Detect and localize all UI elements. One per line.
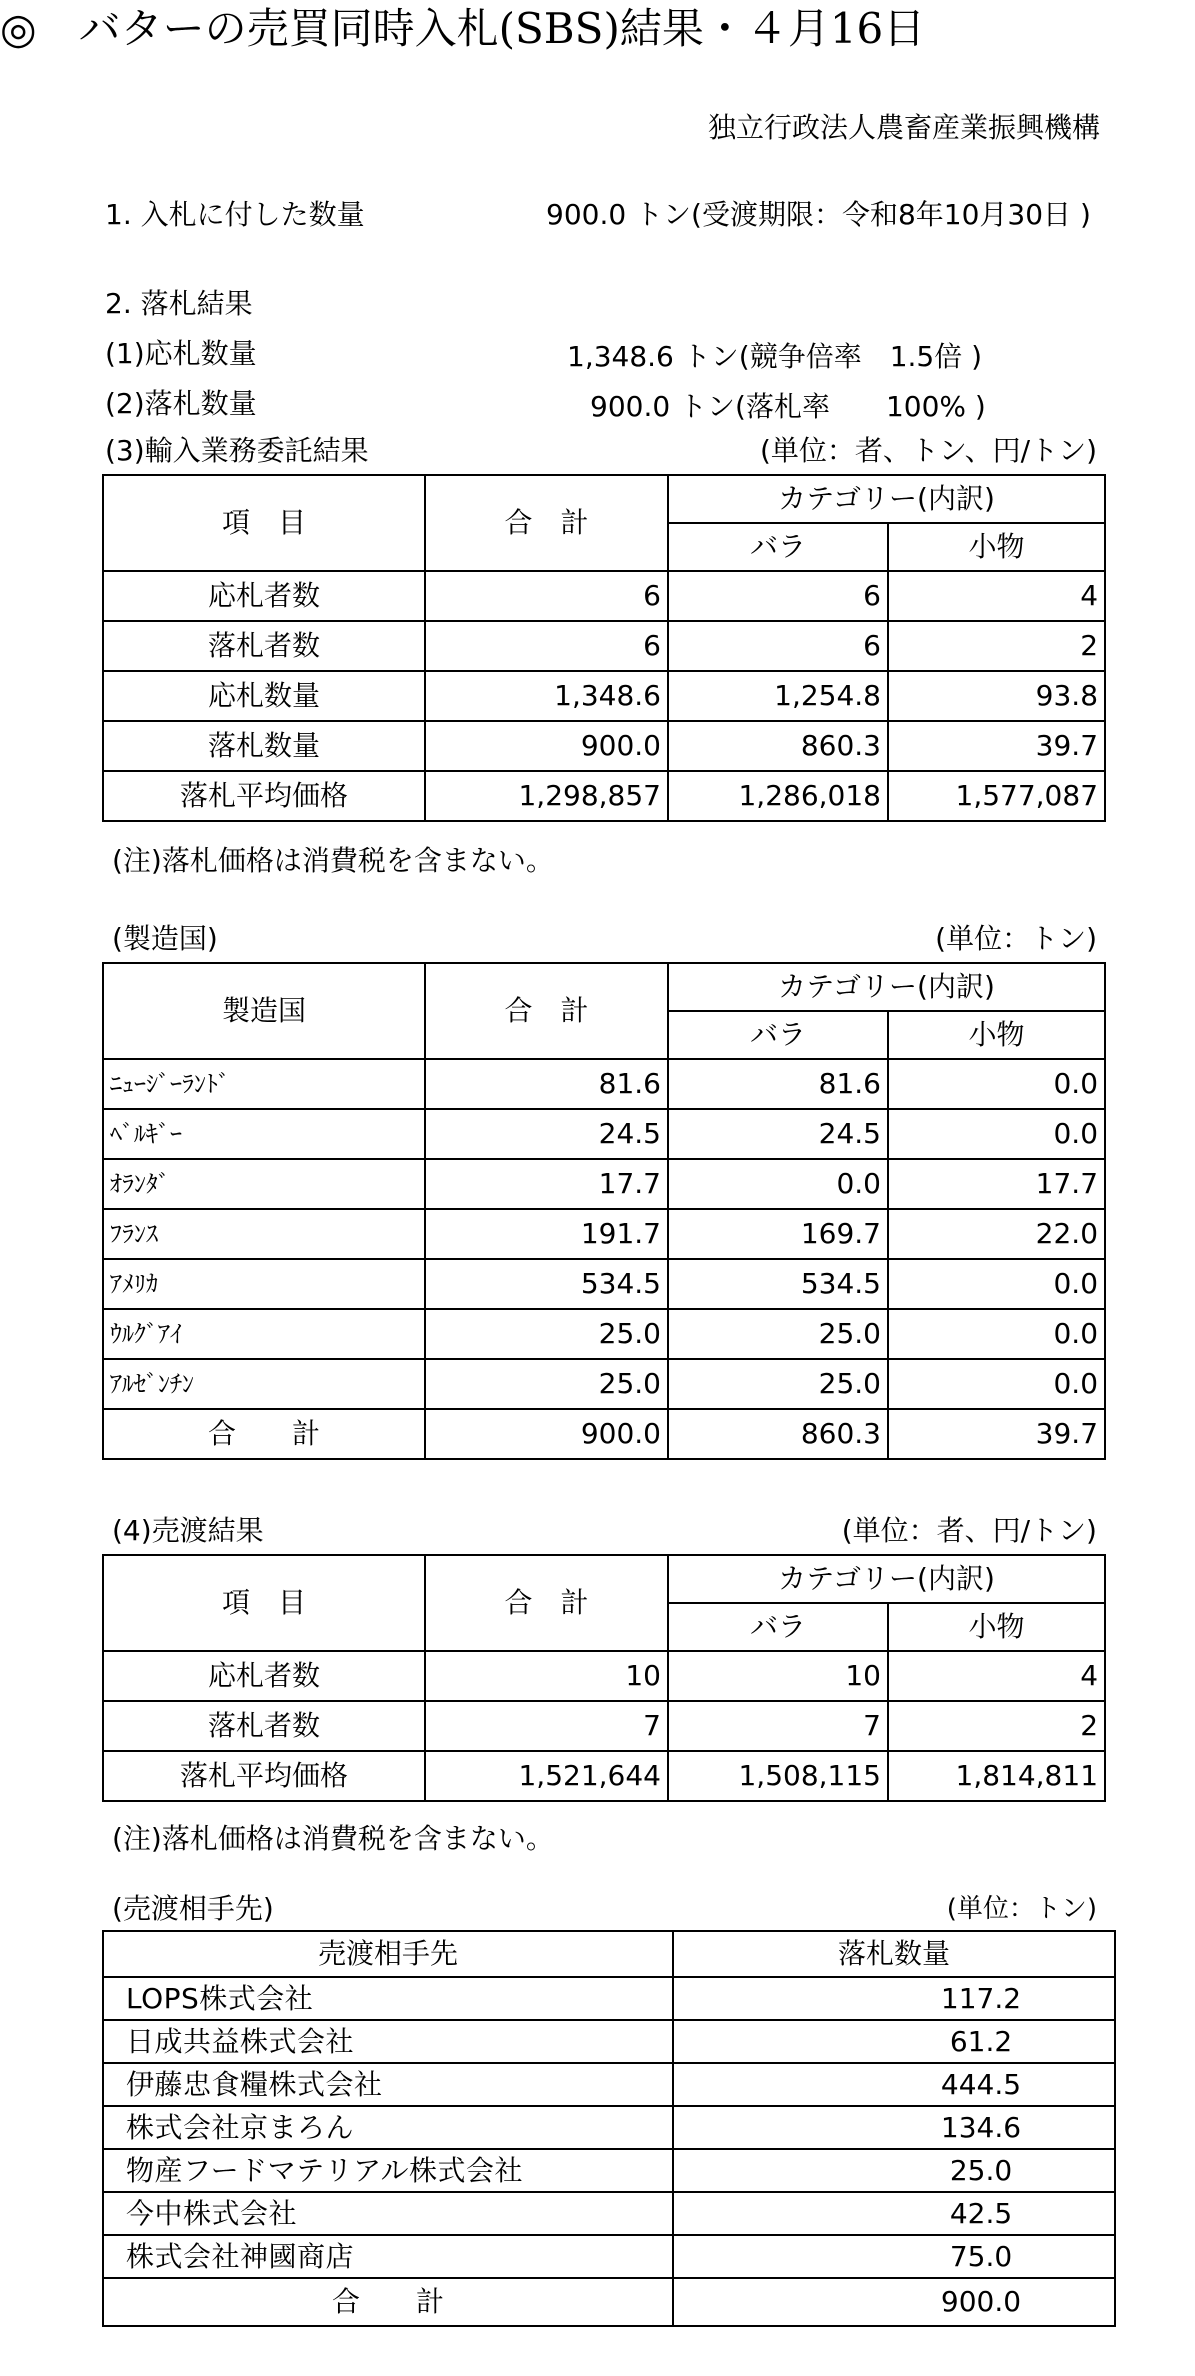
col-header-category: カテゴリー(内訳)	[668, 475, 1105, 523]
table-row	[103, 1209, 1105, 1259]
row-qty: 25.0	[673, 2149, 1115, 2192]
row-bara: 7	[668, 1701, 888, 1751]
buyer-label: (売渡相手先)	[112, 1892, 274, 1925]
table-row	[103, 721, 1105, 771]
row-item: 落札者数	[103, 621, 425, 671]
table-row	[103, 1651, 1105, 1701]
col-header-buyer: 売渡相手先	[103, 1931, 673, 1977]
row-total: 900.0	[425, 721, 668, 771]
row-total: 191.7	[425, 1209, 668, 1259]
row-komono: 0.0	[888, 1259, 1105, 1309]
col-header-qty: 落札数量	[673, 1931, 1115, 1977]
win-qty-value: 900.0 トン(落札率 100% )	[590, 390, 986, 423]
col-header-bara: バラ	[668, 1603, 888, 1651]
sale-unit: (単位：者、円/トン)	[841, 1514, 1097, 1547]
table-row	[103, 2063, 1115, 2106]
sum-label: 合 計	[103, 2278, 673, 2326]
table-row	[103, 771, 1105, 821]
row-total: 1,521,644	[425, 1751, 668, 1801]
row-country: ｱﾒﾘｶ	[103, 1259, 425, 1309]
table-row	[103, 1109, 1105, 1159]
table-row	[103, 2106, 1115, 2149]
row-qty: 42.5	[673, 2192, 1115, 2235]
row-item: 応札数量	[103, 671, 425, 721]
row-total: 7	[425, 1701, 668, 1751]
col-header-total: 合 計	[425, 475, 668, 571]
import-label: (3)輸入業務委託結果	[105, 434, 369, 467]
row-bara: 6	[668, 621, 888, 671]
row-buyer: 株式会社京まろん	[103, 2106, 673, 2149]
table-row	[103, 2192, 1115, 2235]
section2-label: 2. 落札結果	[105, 287, 253, 320]
sale-label: (4)売渡結果	[112, 1514, 264, 1547]
table-row	[103, 671, 1105, 721]
buyer-unit: (単位：トン)	[946, 1894, 1097, 1924]
row-bara: 25.0	[668, 1359, 888, 1409]
row-total: 24.5	[425, 1109, 668, 1159]
row-komono: 22.0	[888, 1209, 1105, 1259]
row-bara: 169.7	[668, 1209, 888, 1259]
sale-results-table	[102, 1554, 1106, 1802]
sum-total: 900.0	[425, 1409, 668, 1459]
row-buyer: 物産フードマテリアル株式会社	[103, 2149, 673, 2192]
table-row	[103, 1309, 1105, 1359]
col-header-bara: バラ	[668, 523, 888, 571]
section1-label: 1. 入札に付した数量	[105, 198, 365, 231]
row-komono: 1,814,811	[888, 1751, 1105, 1801]
row-buyer: 伊藤忠食糧株式会社	[103, 2063, 673, 2106]
row-qty: 117.2	[673, 1977, 1115, 2020]
row-komono: 4	[888, 571, 1105, 621]
row-komono: 17.7	[888, 1159, 1105, 1209]
col-header-komono: 小物	[888, 523, 1105, 571]
row-total: 81.6	[425, 1059, 668, 1109]
row-item: 落札者数	[103, 1701, 425, 1751]
sum-komono: 39.7	[888, 1409, 1105, 1459]
import-note: (注)落札価格は消費税を含まない。	[112, 844, 554, 877]
row-total: 17.7	[425, 1159, 668, 1209]
row-total: 1,298,857	[425, 771, 668, 821]
row-komono: 93.8	[888, 671, 1105, 721]
table-row	[103, 1259, 1105, 1309]
row-bara: 24.5	[668, 1109, 888, 1159]
table-sum-row	[103, 2278, 1115, 2326]
row-bara: 10	[668, 1651, 888, 1701]
table-row	[103, 1359, 1105, 1409]
row-komono: 0.0	[888, 1109, 1105, 1159]
bid-qty-value: 1,348.6 トン(競争倍率 1.5倍 )	[567, 340, 983, 373]
col-header-item: 項 目	[103, 1555, 425, 1651]
row-buyer: 日成共益株式会社	[103, 2020, 673, 2063]
row-total: 10	[425, 1651, 668, 1701]
col-header-total: 合 計	[425, 963, 668, 1059]
row-qty: 134.6	[673, 2106, 1115, 2149]
table-row	[103, 2235, 1115, 2278]
row-bara: 534.5	[668, 1259, 888, 1309]
import-results-table	[102, 474, 1106, 822]
row-total: 6	[425, 571, 668, 621]
country-unit: (単位：トン)	[935, 922, 1097, 955]
table-row	[103, 2149, 1115, 2192]
sum-bara: 860.3	[668, 1409, 888, 1459]
col-header-country: 製造国	[103, 963, 425, 1059]
buyer-table	[102, 1930, 1116, 2327]
row-country: ｵﾗﾝﾀﾞ	[103, 1159, 425, 1209]
col-header-bara: バラ	[668, 1011, 888, 1059]
sale-note: (注)落札価格は消費税を含まない。	[112, 1822, 554, 1855]
table-row	[103, 2020, 1115, 2063]
row-item: 落札数量	[103, 721, 425, 771]
row-total: 1,348.6	[425, 671, 668, 721]
row-qty: 61.2	[673, 2020, 1115, 2063]
row-buyer: 株式会社神國商店	[103, 2235, 673, 2278]
row-komono: 4	[888, 1651, 1105, 1701]
row-country: ﾍﾞﾙｷﾞｰ	[103, 1109, 425, 1159]
row-item: 応札者数	[103, 1651, 425, 1701]
country-label: (製造国)	[112, 922, 218, 955]
row-komono: 39.7	[888, 721, 1105, 771]
section1-value: 900.0 トン(受渡期限：令和8年10月30日 )	[546, 198, 1091, 231]
row-bara: 860.3	[668, 721, 888, 771]
table-row	[103, 1701, 1105, 1751]
page-title: ◎ バターの売買同時入札(SBS)結果・４月16日	[0, 4, 926, 53]
import-unit: (単位：者、トン、円/トン)	[759, 434, 1097, 467]
row-country: ﾌﾗﾝｽ	[103, 1209, 425, 1259]
row-qty: 444.5	[673, 2063, 1115, 2106]
row-komono: 2	[888, 1701, 1105, 1751]
table-row	[103, 621, 1105, 671]
row-country: ｳﾙｸﾞｱｲ	[103, 1309, 425, 1359]
col-header-item: 項 目	[103, 475, 425, 571]
row-komono: 0.0	[888, 1059, 1105, 1109]
col-header-komono: 小物	[888, 1603, 1105, 1651]
row-item: 落札平均価格	[103, 1751, 425, 1801]
win-qty-label: (2)落札数量	[105, 387, 257, 420]
row-qty: 75.0	[673, 2235, 1115, 2278]
col-header-total: 合 計	[425, 1555, 668, 1651]
row-buyer: 今中株式会社	[103, 2192, 673, 2235]
row-item: 落札平均価格	[103, 771, 425, 821]
col-header-komono: 小物	[888, 1011, 1105, 1059]
row-country: ｱﾙｾﾞﾝﾁﾝ	[103, 1359, 425, 1409]
table-row	[103, 1977, 1115, 2020]
row-komono: 0.0	[888, 1359, 1105, 1409]
row-buyer: LOPS株式会社	[103, 1977, 673, 2020]
bid-qty-label: (1)応札数量	[105, 337, 257, 370]
sum-label: 合 計	[103, 1409, 425, 1459]
row-total: 6	[425, 621, 668, 671]
row-komono: 1,577,087	[888, 771, 1105, 821]
row-total: 25.0	[425, 1309, 668, 1359]
row-bara: 1,508,115	[668, 1751, 888, 1801]
organization-name: 独立行政法人農畜産業振興機構	[707, 111, 1100, 144]
row-bara: 81.6	[668, 1059, 888, 1109]
row-country: ﾆｭｰｼﾞｰﾗﾝﾄﾞ	[103, 1059, 425, 1109]
row-bara: 1,254.8	[668, 671, 888, 721]
row-komono: 2	[888, 621, 1105, 671]
row-total: 25.0	[425, 1359, 668, 1409]
row-item: 応札者数	[103, 571, 425, 621]
row-bara: 25.0	[668, 1309, 888, 1359]
row-bara: 1,286,018	[668, 771, 888, 821]
table-row	[103, 1159, 1105, 1209]
row-total: 534.5	[425, 1259, 668, 1309]
country-table	[102, 962, 1106, 1460]
table-sum-row	[103, 1409, 1105, 1459]
sum-qty: 900.0	[673, 2278, 1115, 2326]
table-row	[103, 571, 1105, 621]
row-komono: 0.0	[888, 1309, 1105, 1359]
row-bara: 0.0	[668, 1159, 888, 1209]
col-header-category: カテゴリー(内訳)	[668, 963, 1105, 1011]
col-header-category: カテゴリー(内訳)	[668, 1555, 1105, 1603]
row-bara: 6	[668, 571, 888, 621]
table-row	[103, 1751, 1105, 1801]
table-row	[103, 1059, 1105, 1109]
